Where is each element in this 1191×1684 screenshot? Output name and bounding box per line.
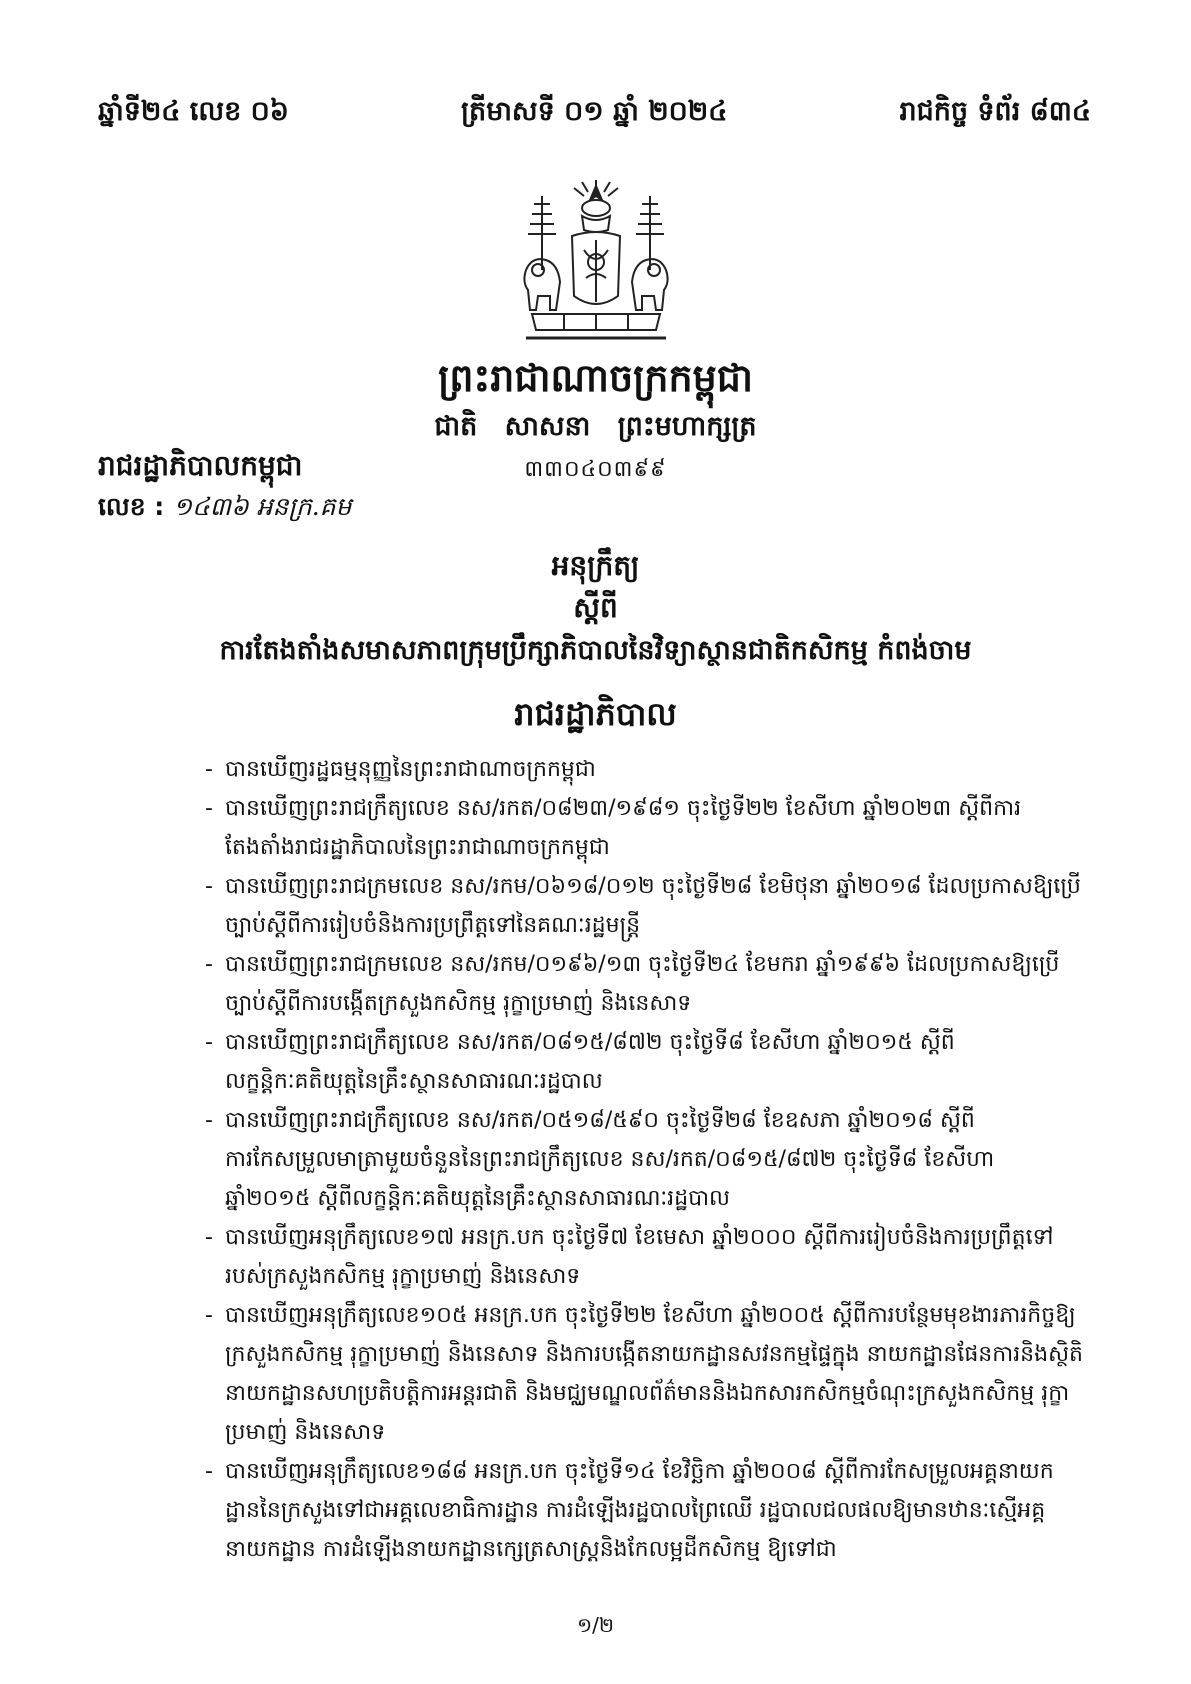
kingdom-title: ព្រះរាជាណាចក្រកម្ពុជា <box>438 355 753 400</box>
recital-item: - បានឃើញរដ្ឋធម្មនុញ្ញនៃព្រះរាជាណាចក្រកម្ពុជា <box>205 750 1085 789</box>
national-motto: ជាតិ សាសនា ព្រះមហាក្សត្រ <box>434 411 757 442</box>
number-label: លេខ : <box>98 492 165 521</box>
government-name: រាជរដ្ឋាភិបាលកម្ពុជា <box>98 449 303 482</box>
recital-item: - បានឃើញអនុក្រឹត្យលេខ១០៥ អនក្រ.បក ចុះថ្ងៃទី២២ ខែសីហា ឆ្នាំ២០០៥ ស្តីពីការបន្ថែមមុខងារភារកិច្ចឱ្យក្រសួងកសិកម្ម រុក្ខាប្រមាញ់ និងនេសាទ និងការបង្កើតនាយកដ្ឋានសវនកម្មផ្ទៃក្នុង នាយកដ្ឋានផែនការនិងស្ថិតិ នាយកដ្ឋានសហប្រតិបត្តិការអន្តរជាតិ និងមជ្ឈមណ្ឌលព័ត៌មាននិងឯកសារកសិកម្មចំណុះក្រសួងកសិកម្ម រុក្ខាប្រមាញ់ និងនេសាទ <box>205 1296 1085 1452</box>
recital-item: - បានឃើញព្រះរាជក្រឹត្យលេខ នស/រកត/០៨១៥/៨៧២ ចុះថ្ងៃទី៨ ខែសីហា ឆ្នាំ២០១៥ ស្តីពីលក្ខន្តិកៈគតិយុត្តនៃគ្រឹះស្ថានសាធារណៈរដ្ឋបាល <box>205 1023 1085 1101</box>
quarter: ត្រីមាសទី ០១ ឆ្នាំ ២០២៤ <box>461 95 728 127</box>
gazette-header <box>98 92 1091 136</box>
recital-item: - បានឃើញព្រះរាជក្រមលេខ នស/រកម/០១៩៦/១៣ ចុះថ្ងៃទី២៤ ខែមករា ឆ្នាំ១៩៩៦ ដែលប្រកាសឱ្យប្រើច្បាប់ស្តីពីការបង្កើតក្រសួងកសិកម្ម រុក្ខាប្រមាញ់ និងនេសាទ <box>205 945 1085 1023</box>
recital-item: - បានឃើញព្រះរាជក្រឹត្យលេខ នស/រកត/០៥១៨/៥៩០ ចុះថ្ងៃទី២៨ ខែឧសភា ឆ្នាំ២០១៨ ស្តីពីការកែសម្រួលមាត្រាមួយចំនួននៃព្រះរាជក្រឹត្យលេខ នស/រកត/០៨១៥/៨៧២ ចុះថ្ងៃទី៨ ខែសីហា ឆ្នាំ២០១៥ ស្តីពីលក្ខន្តិកៈគតិយុត្តនៃគ្រឹះស្ថានសាធារណៈរដ្ឋបាល <box>205 1101 1085 1218</box>
issuing-authority: រាជរដ្ឋាភិបាល <box>514 695 677 733</box>
page-number: ១/២ <box>576 1613 614 1637</box>
year-issue: ឆ្នាំទី២៤ លេខ ០៦ <box>98 95 289 127</box>
royal-coat-of-arms-icon <box>512 178 680 344</box>
number-value: ១៤៣៦ អនក្រ.គម <box>173 492 352 521</box>
gazette-page: រាជកិច្ច ទំព័រ ៨៣៤ <box>899 95 1091 127</box>
document-about: ស្តីពី <box>573 591 618 624</box>
recitals-list <box>205 750 1085 1569</box>
recital-item: - បានឃើញអនុក្រឹត្យលេខ១៨៨ អនក្រ.បក ចុះថ្ងៃទី១៤ ខែវិច្ឆិកា ឆ្នាំ២០០៨ ស្តីពីការកែសម្រួលអគ្គនាយកដ្ឋាននៃក្រសួងទៅជាអគ្គលេខាធិការដ្ឋាន ការដំឡើងរដ្ឋបាលព្រៃឈើ រដ្ឋបាលជលផលឱ្យមានឋានៈស្មើអគ្គនាយកដ្ឋាន ការដំឡើងនាយកដ្ឋានក្សេត្រសាស្ត្រនិងកែលម្អដីកសិកម្ម ឱ្យទៅជា <box>205 1452 1085 1569</box>
document-subject: ការតែងតាំងសមាសភាពក្រុមប្រឹក្សាភិបាលនៃវិទ្យាស្ថានជាតិកសិកម្ម កំពង់ចាម <box>219 635 972 666</box>
recital-item: - បានឃើញព្រះរាជក្រមលេខ នស/រកម/០៦១៨/០១២ ចុះថ្ងៃទី២៨ ខែមិថុនា ឆ្នាំ២០១៨ ដែលប្រកាសឱ្យប្រើច្បាប់ស្តីពីការរៀបចំនិងការប្រព្រឹត្តទៅនៃគណៈរដ្ឋមន្ត្រី <box>205 867 1085 945</box>
ornament: ៣៣០៤០៣៩៩ <box>524 457 667 482</box>
recital-item: - បានឃើញអនុក្រឹត្យលេខ១៧ អនក្រ.បក ចុះថ្ងៃទី៧ ខែមេសា ឆ្នាំ២០០០ ស្តីពីការរៀបចំនិងការប្រព្រឹត្តទៅរបស់ក្រសួងកសិកម្ម រុក្ខាប្រមាញ់ និងនេសាទ <box>205 1218 1085 1296</box>
recital-item: - បានឃើញព្រះរាជក្រឹត្យលេខ នស/រកត/០៨២៣/១៩៨១ ចុះថ្ងៃទី២២ ខែសីហា ឆ្នាំ២០២៣ ស្តីពីការតែងតាំងរាជរដ្ឋាភិបាលនៃព្រះរាជាណាចក្រកម្ពុជា <box>205 789 1085 867</box>
document-type: អនុក្រឹត្យ <box>551 549 640 582</box>
reference-number <box>98 492 351 528</box>
